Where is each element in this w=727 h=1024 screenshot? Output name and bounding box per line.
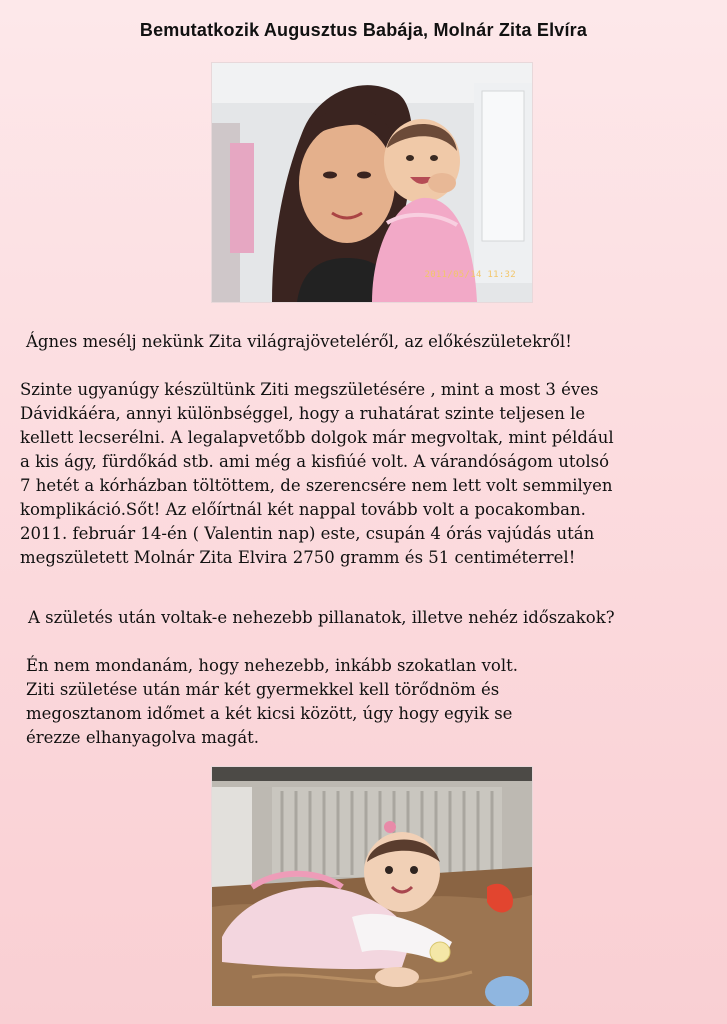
- answer-1-line: Dávidkáéra, annyi különbséggel, hogy a ruhatárat szinte teljesen le: [20, 404, 586, 423]
- answer-1-line: 2011. február 14-én ( Valentin nap) este, csupán 4 órás vajúdás után: [20, 524, 595, 543]
- question-2: A születés után voltak-e nehezebb pillanatok, illetve nehéz időszakok?: [28, 608, 615, 627]
- page-title: Bemutatkozik Augusztus Babája, Molnár Zita Elvíra: [139, 20, 588, 40]
- mother-and-baby-photo: [211, 62, 533, 303]
- answer-2-line: Én nem mondanám, hogy nehezebb, inkább szokatlan volt.: [26, 656, 519, 675]
- answer-2-line: Ziti születése után már két gyermekkel kell törődnöm és: [26, 680, 500, 699]
- mother-and-baby-illustration: [212, 63, 532, 302]
- photo-timestamp: 2011/05/14 11:32: [424, 270, 516, 280]
- answer-1-line: 7 hetét a kórházban töltöttem, de szerencsére nem lett volt semmilyen: [20, 476, 613, 495]
- answer-1-line: a kis ágy, fürdőkád stb. ami még a kisfiúé volt. A várandóságom utolsó: [20, 452, 610, 471]
- answer-1-line: megszületett Molnár Zita Elvira 2750 gramm és 51 centiméterrel!: [20, 548, 576, 567]
- baby-on-blanket-illustration: [212, 767, 532, 1006]
- answer-2-line: megosztanom időmet a két kicsi között, úgy hogy egyik se: [26, 704, 513, 723]
- answer-1-line: Szinte ugyanúgy készültünk Ziti megszületésére , mint a most 3 éves: [20, 380, 599, 399]
- answer-1-line: komplikáció.Sőt! Az előírtnál két nappal tovább volt a pocakomban.: [20, 500, 586, 519]
- baby-on-blanket-photo: [211, 766, 533, 1007]
- answer-2-line: érezze elhanyagolva magát.: [26, 728, 260, 747]
- answer-1-line: kellett lecserélni. A legalapvetőbb dolgok már megvoltak, mint például: [20, 428, 614, 447]
- answer-2: [26, 654, 518, 750]
- answer-1: [20, 378, 614, 570]
- question-1: Ágnes mesélj nekünk Zita világrajöveteléről, az előkészületekről!: [26, 332, 572, 351]
